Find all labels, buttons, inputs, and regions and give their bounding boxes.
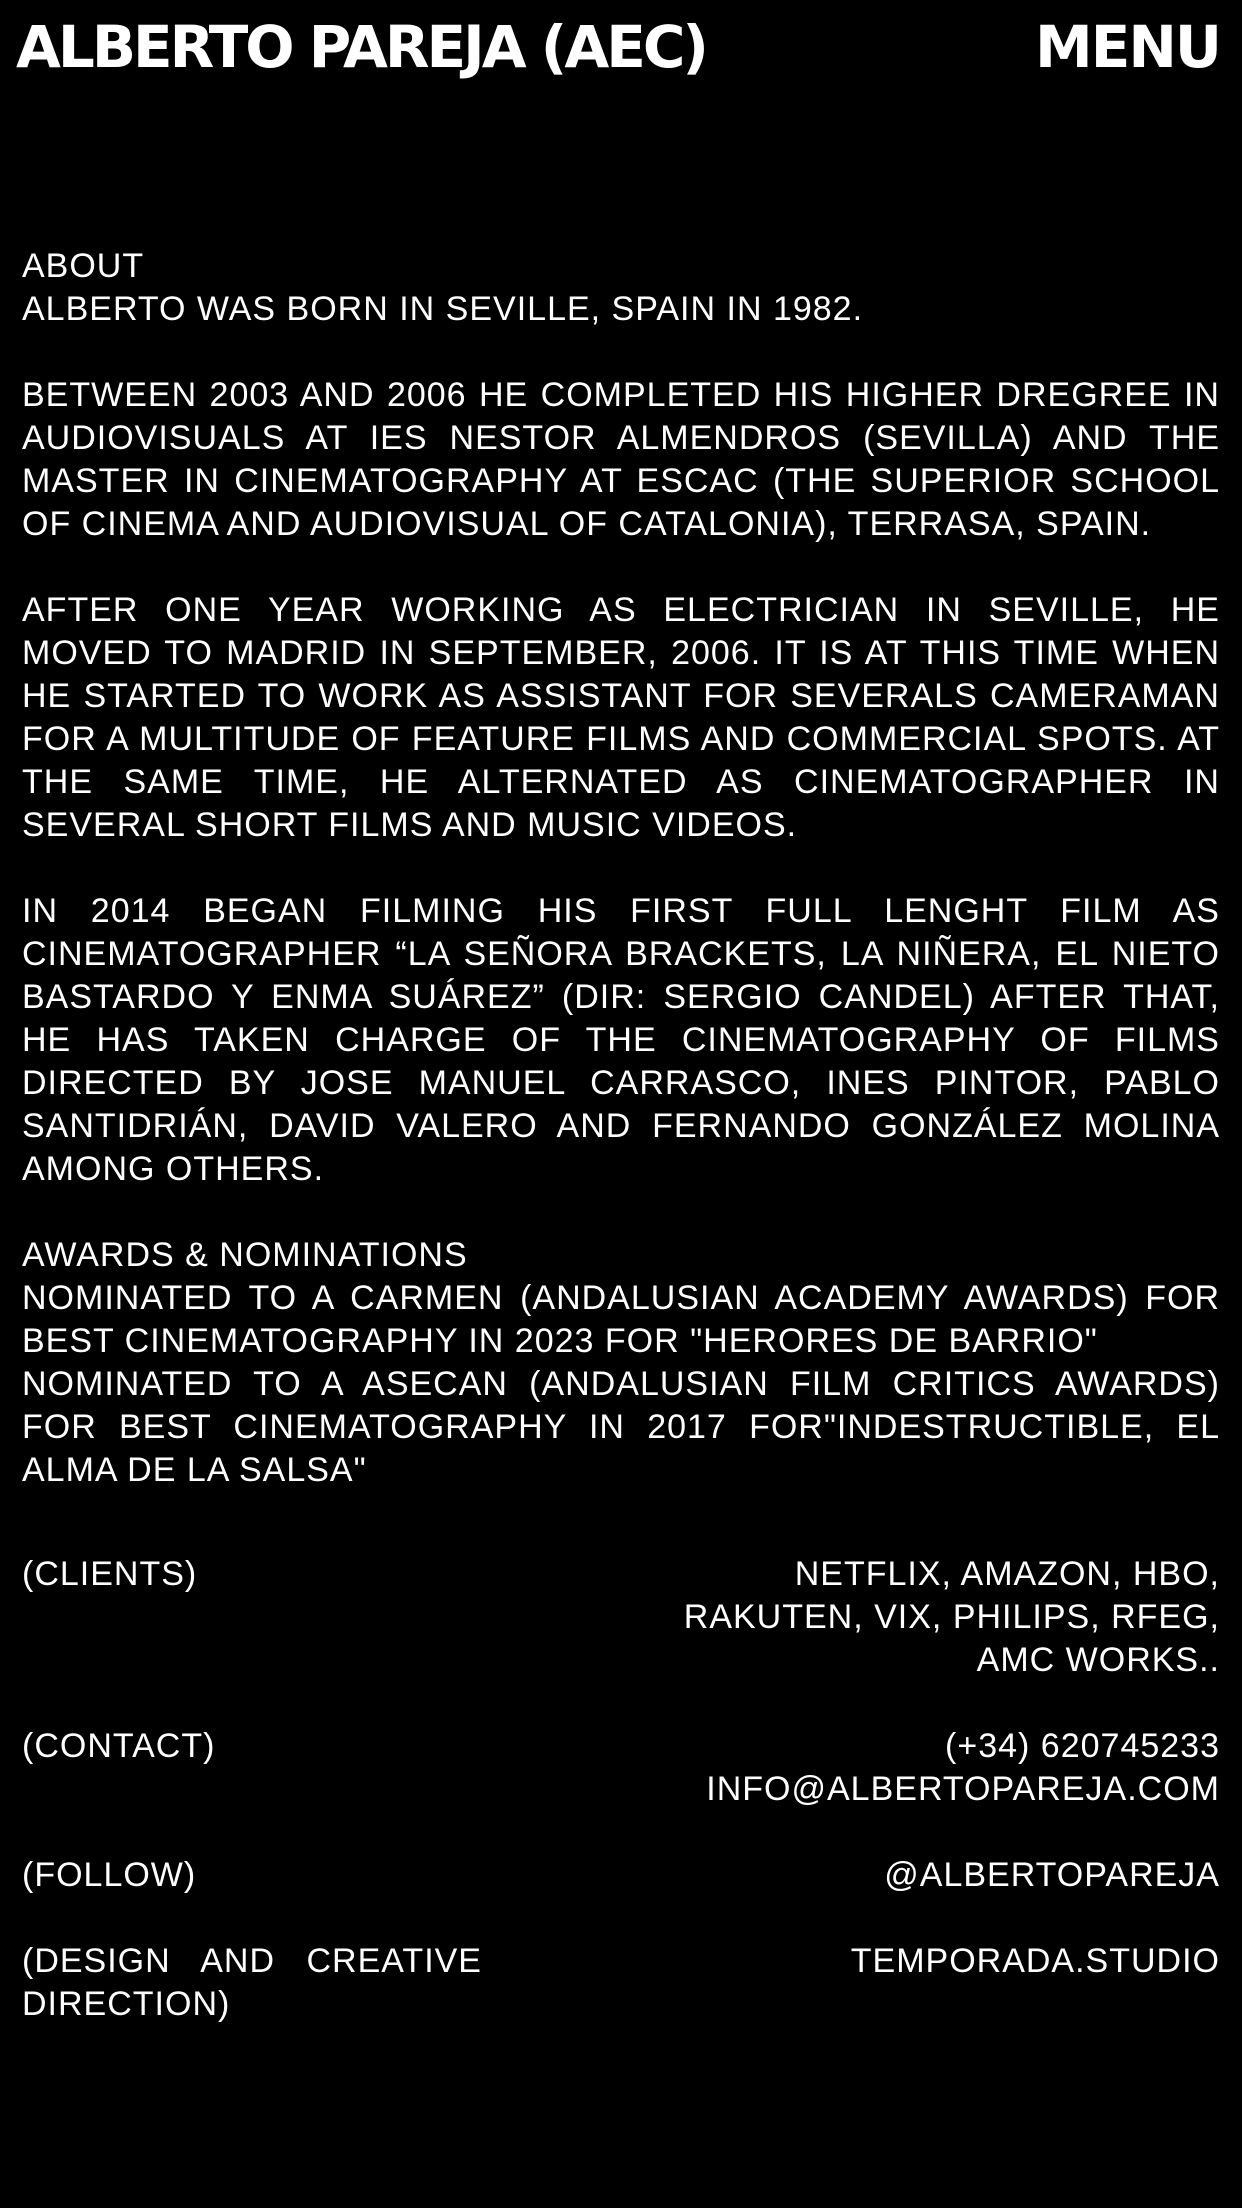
- about-heading: ABOUT: [22, 247, 145, 285]
- contact-phone-link[interactable]: (+34) 620745233: [945, 1727, 1220, 1765]
- about-education-text: BETWEEN 2003 AND 2006 HE COMPLETED HIS HIGHER DREGREE IN AUDIOVISUALS AT IES NESTOR ALMENDROS (SEVILLA) AND THE MASTER IN CINEMATOGRAPHY AT ESCAC (THE SUPERIOR SCHOOL OF CINEMA AND AUDIOVISUAL OF CATALONIA), TERRASA, SPAIN.: [22, 376, 1220, 543]
- about-films-text: IN 2014 BEGAN FILMING HIS FIRST FULL LENGHT FILM AS CINEMATOGRAPHER “LA SEÑORA BRACKETS, LA NIÑERA, EL NIETO BASTARDO Y ENMA SUÁREZ” (DIR: SERGIO CANDEL) AFTER THAT, HE HAS TAKEN CHARGE OF THE CINEMATOGRAPHY OF FILMS DIRECTED BY JOSE MANUEL CARRASCO, INES PINTOR, PABLO SANTIDRIÁN, DAVID VALERO AND FERNANDO GONZÁLEZ MOLINA AMONG OTHERS.: [22, 892, 1220, 1188]
- about-section: [22, 245, 1220, 331]
- follow-details: [482, 1854, 1220, 1897]
- design-label: (DESIGN AND CREATIVE DIRECTION): [22, 1942, 482, 2023]
- clients-list: [482, 1553, 1220, 1682]
- about-career-text: AFTER ONE YEAR WORKING AS ELECTRICIAN IN SEVILLE, HE MOVED TO MADRID IN SEPTEMBER, 2006. IT IS AT THIS TIME WHEN HE STARTED TO WORK AS ASSISTANT FOR SEVERALS CAMERAMAN FOR A MULTITUDE OF FEATURE FILMS AND COMMERCIAL SPOTS. AT THE SAME TIME, HE ALTERNATED AS CINEMATOGRAPHER IN SEVERAL SHORT FILMS AND MUSIC VIDEOS.: [22, 591, 1220, 844]
- follow-label: (FOLLOW): [22, 1856, 197, 1894]
- contact-label: (CONTACT): [22, 1727, 216, 1765]
- contact-details: [482, 1725, 1220, 1811]
- design-details: [482, 1940, 1220, 1983]
- site-header: [0, 0, 1242, 110]
- award-item: NOMINATED TO A CARMEN (ANDALUSIAN ACADEMY AWARDS) FOR BEST CINEMATOGRAPHY IN 2023 FOR "HERORES DE BARRIO": [22, 1279, 1220, 1360]
- clients-row: [22, 1553, 1220, 1682]
- follow-handle-link[interactable]: @ALBERTOPAREJA: [884, 1856, 1220, 1894]
- clients-label: (CLIENTS): [22, 1555, 198, 1593]
- clients-line: RAKUTEN, VIX, PHILIPS, RFEG,: [683, 1598, 1220, 1636]
- contact-row: [22, 1725, 1220, 1811]
- follow-row: [22, 1854, 1220, 1897]
- design-studio-link[interactable]: TEMPORADA.STUDIO: [850, 1942, 1220, 1980]
- clients-line: AMC WORKS..: [976, 1641, 1220, 1679]
- about-born-text: ALBERTO WAS BORN IN SEVILLE, SPAIN IN 1982.: [22, 290, 864, 328]
- main-content: [22, 245, 1220, 2069]
- award-item: NOMINATED TO A ASECAN (ANDALUSIAN FILM CRITICS AWARDS) FOR BEST CINEMATOGRAPHY IN 2017 FOR"INDESTRUCTIBLE, EL ALMA DE LA SALSA": [22, 1365, 1220, 1489]
- site-title[interactable]: ALBERTO PAREJA (AEC): [16, 13, 706, 81]
- awards-section: [22, 1234, 1220, 1492]
- design-row: [22, 1940, 1220, 2026]
- contact-email-link[interactable]: INFO@ALBERTOPAREJA.COM: [706, 1770, 1220, 1808]
- clients-line: NETFLIX, AMAZON, HBO,: [794, 1555, 1220, 1593]
- awards-heading: AWARDS & NOMINATIONS: [22, 1236, 468, 1274]
- menu-button[interactable]: MENU: [1035, 13, 1220, 81]
